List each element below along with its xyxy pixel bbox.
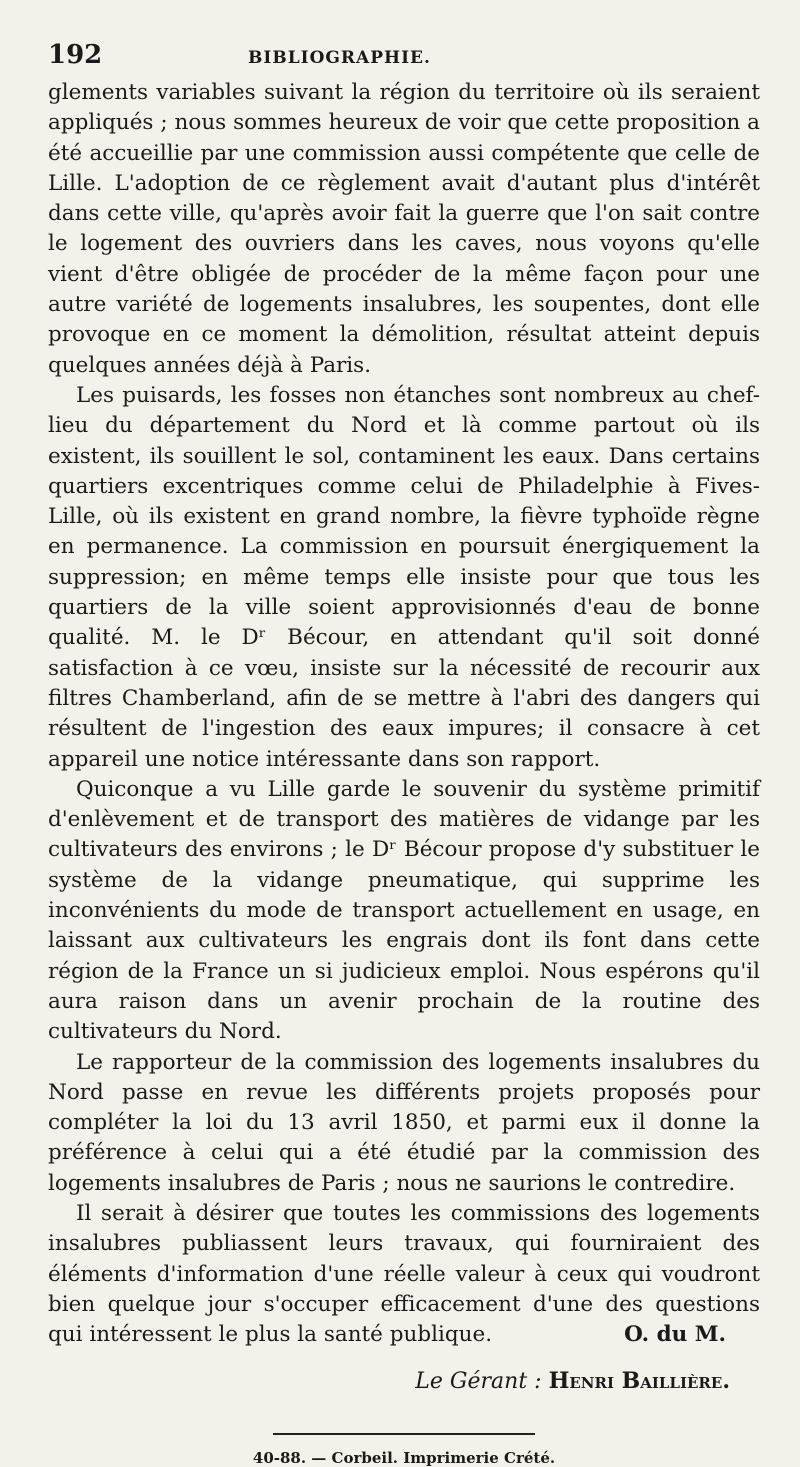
paragraph-rapporteur: Le rapporteur de la commission des logements insalubres du Nord passe en revue les différents projets proposés pour compléter la loi du 13 avril 1850, et parmi eux il donne la préférence à celui qui a été étudié par la commission des logements insalubres de Paris ; nous ne saurions le contredire. (48, 1049, 760, 1196)
page-header (48, 40, 760, 68)
paragraph-continuation: glements variables suivant la région du territoire où ils seraient appliqués ; nous sommes heureux de voir que cette proposition a été accueillie par une commission aussi compétente que celle de Lille. L'adoption de ce règlement avait d'autant plus d'intérêt dans cette ville, qu'après avoir fait la guerre que l'on sait contre le logement des ouvriers dans les caves, nous voyons qu'elle vient d'être obligée de procéder de la même façon pour une autre variété de logements insalubres, les soupentes, dont elle provoque en ce moment la démolition, résultat atteint depuis quelques années déjà à Paris. (48, 80, 760, 378)
running-head: BIBLIOGRAPHIE. (248, 48, 431, 68)
gerant-line (48, 1366, 760, 1397)
author-initials: O. du M. (624, 1322, 726, 1348)
printer-imprint: 40-88. — Corbeil. Imprimerie Crété. (252, 1449, 556, 1467)
gerant-name: Henri Baillière. (548, 1368, 730, 1395)
body-text (48, 78, 760, 1350)
paragraph-vidange: Quiconque a vu Lille garde le souvenir du système primitif d'enlèvement et de transport des matières de vidange par les cultivateurs des environs ; le Dʳ Bécour propose d'y substituer le système de la vidange pneumatique, qui supprime les inconvénients du mode de transport actuellement en usage, en laissant aux cultivateurs les engrais dont ils font dans cette région de la France un si judicieux emploi. Nous espérons qu'il aura raison dans un avenir prochain de la routine des cultivateurs du Nord. (48, 776, 760, 1045)
page-number: 192 (48, 40, 103, 70)
paragraph-conclusion: Il serait à désirer que toutes les commissions des logements insalubres publiassent leurs travaux, qui fourniraient des éléments d'information d'une réelle valeur à ceux qui voudront bien quelque jour s'occuper efficacement d'une des questions qui intéressent le plus la santé publique. (48, 1200, 760, 1348)
footer-rule (273, 1433, 535, 1435)
gerant-label: Le Gérant : (415, 1369, 542, 1395)
paragraph-puisards: Les puisards, les fosses non étanches sont nombreux au chef-lieu du département du Nord et là comme partout où ils existent, ils souillent le sol, contaminent les eaux. Dans certains quartiers excentriques comme celui de Philadelphie à Fives-Lille, où ils existent en grand nombre, la fièvre typhoïde règne en permanence. La commission en poursuit énergiquement la suppression; en même temps elle insiste pour que tous les quartiers de la ville soient approvisionnés d'eau de bonne qualité. M. le Dʳ Bécour, en attendant qu'il soit donné satisfaction à ce vœu, insiste sur la nécessité de recourir aux filtres Chamberland, afin de se mettre à l'abri des dangers qui résultent de l'ingestion des eaux impures; il consacre à cet appareil une notice intéressante dans son rapport. (48, 382, 760, 772)
